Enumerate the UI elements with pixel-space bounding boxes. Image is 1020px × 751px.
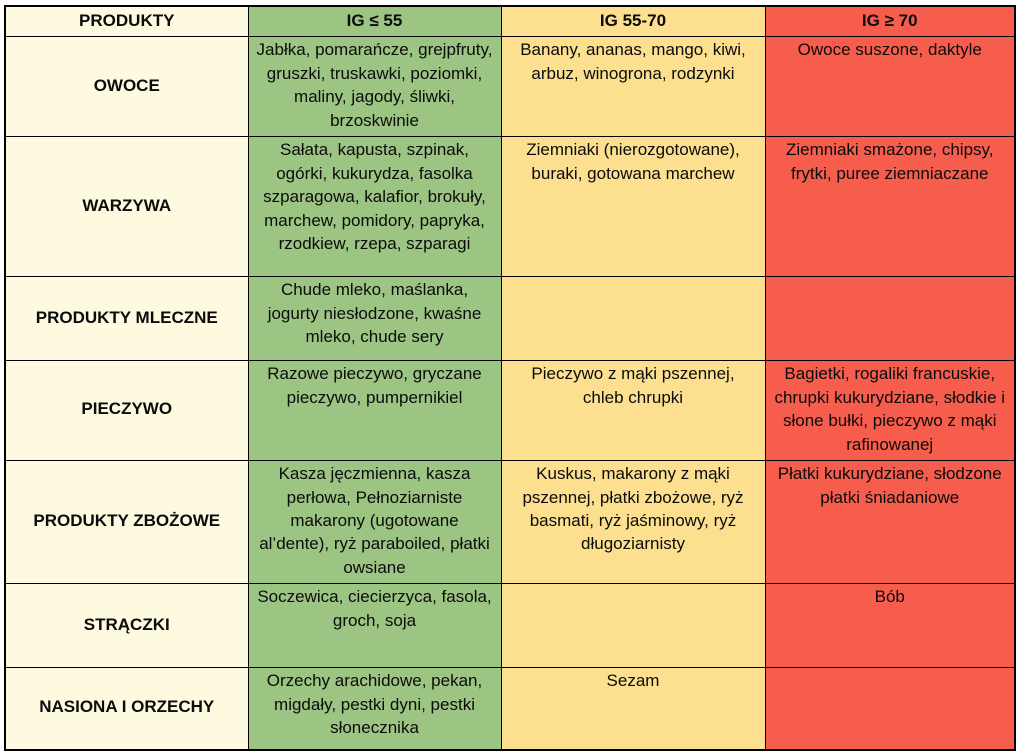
glycemic-index-table [4, 5, 1016, 751]
table-row [5, 668, 1015, 750]
low-gi-cell: Sałata, kapusta, szpinak, ogórki, kukurydza, fasolka szparagowa, kalafior, brokuły, marchew, pomidory, papryka, rzodkiew, rzepa, szparagi [248, 137, 501, 277]
mid-gi-cell: Ziemniaki (nierozgotowane), buraki, gotowana marchew [501, 137, 765, 277]
mid-gi-cell: Kuskus, makarony z mąki pszennej, płatki zbożowe, ryż basmati, ryż jaśminowy, ryż długoziarnisty [501, 461, 765, 584]
mid-gi-cell: Banany, ananas, mango, kiwi, arbuz, winogrona, rodzynki [501, 37, 765, 137]
low-gi-cell: Jabłka, pomarańcze, grejpfruty, gruszki, truskawki, poziomki, maliny, jagody, śliwki, brzoskwinie [248, 37, 501, 137]
mid-gi-cell: Pieczywo z mąki pszennej, chleb chrupki [501, 361, 765, 461]
high-gi-cell [765, 668, 1015, 750]
table-row [5, 277, 1015, 361]
category-cell: PRODUKTY MLECZNE [5, 277, 248, 361]
high-gi-cell: Bób [765, 584, 1015, 668]
category-cell: OWOCE [5, 37, 248, 137]
low-gi-cell: Kasza jęczmienna, kasza perłowa, Pełnoziarniste makarony (ugotowane al’dente), ryż paraboiled, płatki owsiane [248, 461, 501, 584]
mid-gi-cell [501, 584, 765, 668]
low-gi-cell: Razowe pieczywo, gryczane pieczywo, pumpernikiel [248, 361, 501, 461]
low-gi-cell: Chude mleko, maślanka, jogurty niesłodzone, kwaśne mleko, chude sery [248, 277, 501, 361]
table-row [5, 584, 1015, 668]
high-gi-cell: Ziemniaki smażone, chipsy, frytki, puree ziemniaczane [765, 137, 1015, 277]
table-row [5, 37, 1015, 137]
high-gi-cell: Płatki kukurydziane, słodzone płatki śniadaniowe [765, 461, 1015, 584]
low-gi-cell: Soczewica, ciecierzyca, fasola, groch, soja [248, 584, 501, 668]
table-row [5, 361, 1015, 461]
category-cell: STRĄCZKI [5, 584, 248, 668]
header-products: PRODUKTY [5, 6, 248, 37]
table-header-row [5, 6, 1015, 37]
low-gi-cell: Orzechy arachidowe, pekan, migdały, pestki dyni, pestki słonecznika [248, 668, 501, 750]
header-low-gi: IG ≤ 55 [248, 6, 501, 37]
high-gi-cell: Owoce suszone, daktyle [765, 37, 1015, 137]
header-mid-gi: IG 55-70 [501, 6, 765, 37]
high-gi-cell [765, 277, 1015, 361]
header-high-gi: IG ≥ 70 [765, 6, 1015, 37]
category-cell: WARZYWA [5, 137, 248, 277]
category-cell: NASIONA I ORZECHY [5, 668, 248, 750]
mid-gi-cell: Sezam [501, 668, 765, 750]
mid-gi-cell [501, 277, 765, 361]
table-row [5, 137, 1015, 277]
category-cell: PRODUKTY ZBOŻOWE [5, 461, 248, 584]
category-cell: PIECZYWO [5, 361, 248, 461]
high-gi-cell: Bagietki, rogaliki francuskie, chrupki kukurydziane, słodkie i słone bułki, pieczywo z mąki rafinowanej [765, 361, 1015, 461]
table-row [5, 461, 1015, 584]
